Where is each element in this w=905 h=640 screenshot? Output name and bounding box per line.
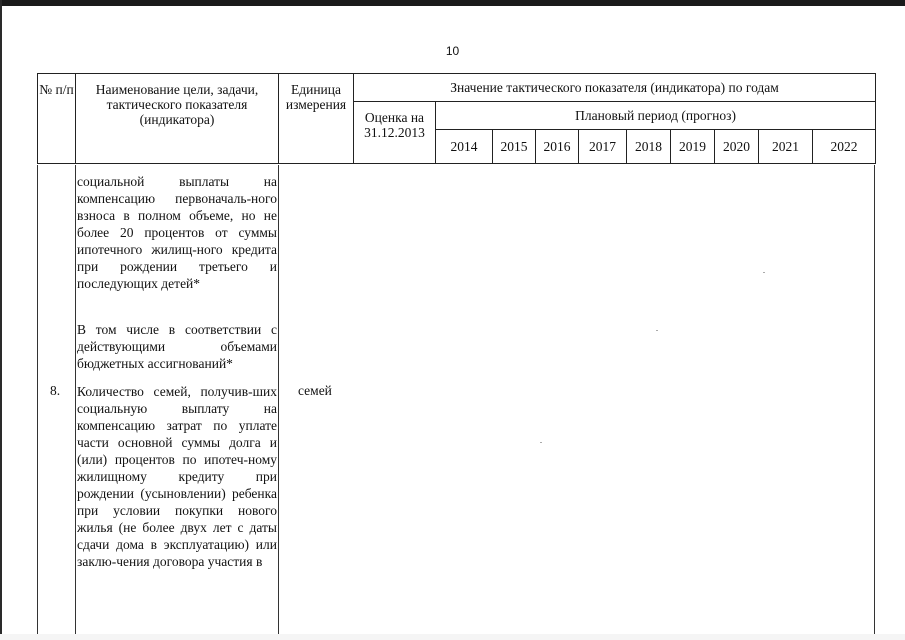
row-8-unit: семей bbox=[298, 383, 332, 398]
header-year: 2019 bbox=[671, 130, 715, 164]
table-border-name bbox=[278, 165, 279, 640]
continuation-text-2: В том числе в соответствии с действующими объемами бюджетных ассигнований* bbox=[77, 322, 277, 371]
scan-speck bbox=[656, 330, 658, 331]
table-border-number bbox=[75, 165, 76, 640]
header-estimate: Оценка на 31.12.2013 bbox=[354, 102, 436, 164]
header-year: 2015 bbox=[493, 130, 536, 164]
header-year: 2016 bbox=[536, 130, 579, 164]
header-year: 2022 bbox=[813, 130, 876, 164]
header-unit: Единица измерения bbox=[279, 74, 354, 164]
indicators-table-header bbox=[37, 73, 876, 164]
row-8-name: Количество семей, получив-ших социальную выплату на компенсацию затрат по уплате части основной суммы долга и (или) процентов по ипотеч-ному жилищному кредиту при рождении (усыновлении) ребенка при условии покупки нового жилья (не более двух лет с даты сдачи дома в эксплуатацию) или заклю-чения договора участия в bbox=[77, 384, 277, 569]
row-8-number: 8. bbox=[50, 383, 61, 398]
header-year: 2020 bbox=[715, 130, 759, 164]
page-number: 10 bbox=[445, 44, 460, 58]
scan-speck bbox=[763, 272, 765, 273]
header-year: 2017 bbox=[579, 130, 627, 164]
header-plan-period: Плановый период (прогноз) bbox=[436, 102, 876, 130]
page-left-border bbox=[0, 0, 2, 640]
continuation-text: социальной выплаты на компенсацию первоначаль-ного взноса в полном объеме, но не более 20 процентов от суммы ипотечного жилищ-ного кредита при рождении третьего и последующих детей* bbox=[77, 174, 277, 291]
page-top-border bbox=[0, 0, 905, 6]
header-indicator-name: Наименование цели, задачи, тактического показателя (индикатора) bbox=[76, 74, 279, 164]
table-border-right bbox=[874, 165, 875, 640]
header-row-number: № п/п bbox=[38, 74, 76, 164]
header-values-by-year: Значение тактического показателя (индикатора) по годам bbox=[354, 74, 876, 102]
scan-speck bbox=[540, 442, 542, 443]
header-year: 2018 bbox=[627, 130, 671, 164]
header-year: 2014 bbox=[436, 130, 493, 164]
header-year: 2021 bbox=[759, 130, 813, 164]
table-border-left bbox=[37, 165, 38, 640]
scan-bottom-edge bbox=[0, 634, 905, 640]
